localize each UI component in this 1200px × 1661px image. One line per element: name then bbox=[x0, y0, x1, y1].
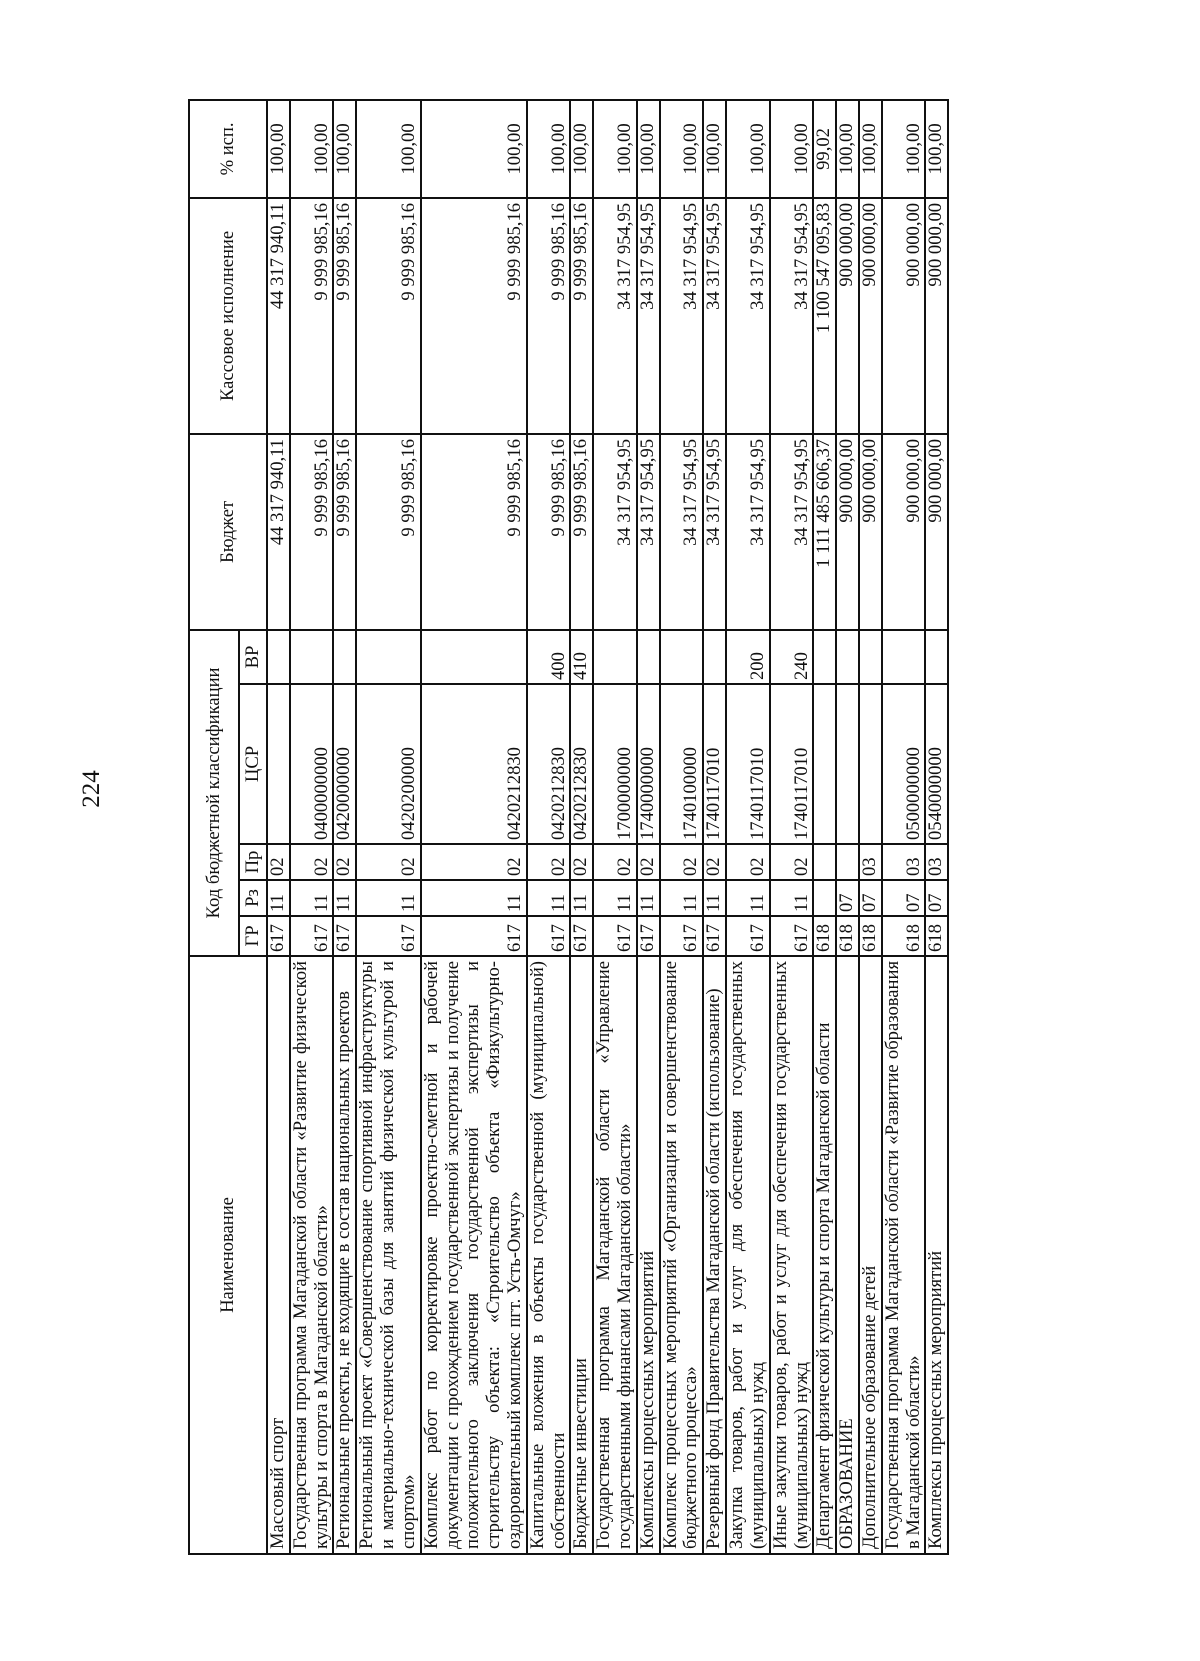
row-rz: 11 bbox=[637, 880, 660, 916]
header-name: Наименование bbox=[189, 956, 267, 1554]
row-pr: 02 bbox=[703, 844, 726, 880]
row-vr bbox=[290, 630, 334, 684]
header-cash: Кассовое исполнение bbox=[189, 198, 267, 434]
row-cash: 34 317 954,95 bbox=[770, 198, 814, 434]
row-budget: 1 111 485 606,37 bbox=[813, 434, 836, 630]
table-header bbox=[189, 100, 267, 1554]
row-cash: 900 000,00 bbox=[925, 198, 948, 434]
row-rz: 11 bbox=[570, 880, 593, 916]
row-csr: 0540000000 bbox=[925, 684, 948, 844]
table-row bbox=[527, 100, 571, 1554]
row-pct: 100,00 bbox=[356, 100, 420, 198]
row-budget: 9 999 985,16 bbox=[570, 434, 593, 630]
row-pr: 02 bbox=[770, 844, 814, 880]
row-name: Бюджетные инвестиции bbox=[570, 956, 593, 1554]
header-rz: Рз bbox=[239, 880, 267, 916]
row-gr: 617 bbox=[593, 916, 637, 956]
row-rz: 11 bbox=[333, 880, 356, 916]
header-pct: % исп. bbox=[189, 100, 267, 198]
row-vr: 240 bbox=[770, 630, 814, 684]
row-gr: 617 bbox=[726, 916, 770, 956]
row-rz: 11 bbox=[527, 880, 571, 916]
row-pct: 100,00 bbox=[421, 100, 527, 198]
row-budget: 9 999 985,16 bbox=[290, 434, 334, 630]
table-row bbox=[726, 100, 770, 1554]
row-pct: 100,00 bbox=[290, 100, 334, 198]
row-csr: 0420200000 bbox=[356, 684, 420, 844]
row-rz bbox=[813, 880, 836, 916]
row-rz: 11 bbox=[593, 880, 637, 916]
table-row bbox=[770, 100, 814, 1554]
header-pr: Пр bbox=[239, 844, 267, 880]
row-vr bbox=[421, 630, 527, 684]
row-rz: 11 bbox=[356, 880, 420, 916]
row-csr: 1740117010 bbox=[703, 684, 726, 844]
row-pct: 100,00 bbox=[267, 100, 290, 198]
row-gr: 618 bbox=[882, 916, 926, 956]
row-vr bbox=[660, 630, 704, 684]
row-rz: 07 bbox=[859, 880, 882, 916]
row-pr: 02 bbox=[267, 844, 290, 880]
row-vr bbox=[859, 630, 882, 684]
row-pr: 02 bbox=[570, 844, 593, 880]
row-vr bbox=[836, 630, 859, 684]
row-budget: 34 317 954,95 bbox=[770, 434, 814, 630]
row-cash: 34 317 954,95 bbox=[593, 198, 637, 434]
row-vr: 400 bbox=[527, 630, 571, 684]
row-pr: 02 bbox=[333, 844, 356, 880]
row-csr: 0420000000 bbox=[333, 684, 356, 844]
table-row bbox=[813, 100, 836, 1554]
row-rz: 11 bbox=[703, 880, 726, 916]
table-row bbox=[882, 100, 926, 1554]
row-gr: 618 bbox=[859, 916, 882, 956]
row-budget: 900 000,00 bbox=[925, 434, 948, 630]
row-gr: 617 bbox=[527, 916, 571, 956]
row-pct: 100,00 bbox=[527, 100, 571, 198]
row-pct: 100,00 bbox=[882, 100, 926, 198]
table-body bbox=[267, 100, 948, 1554]
row-rz: 07 bbox=[836, 880, 859, 916]
row-gr: 617 bbox=[770, 916, 814, 956]
row-rz: 11 bbox=[660, 880, 704, 916]
row-gr: 617 bbox=[333, 916, 356, 956]
row-gr: 617 bbox=[660, 916, 704, 956]
row-gr: 617 bbox=[267, 916, 290, 956]
row-csr bbox=[836, 684, 859, 844]
row-gr: 617 bbox=[570, 916, 593, 956]
row-name: Массовый спорт bbox=[267, 956, 290, 1554]
row-name: Комплекс процессных мероприятий «Организация и совершенствование бюджетного процесса» bbox=[660, 956, 704, 1554]
row-cash: 900 000,00 bbox=[859, 198, 882, 434]
table-row bbox=[593, 100, 637, 1554]
row-cash: 900 000,00 bbox=[882, 198, 926, 434]
row-pct: 100,00 bbox=[333, 100, 356, 198]
row-gr: 617 bbox=[421, 916, 527, 956]
row-vr bbox=[333, 630, 356, 684]
row-name: Капитальные вложения в объекты государственной (муниципальной) собственности bbox=[527, 956, 571, 1554]
table-row bbox=[925, 100, 948, 1554]
row-cash: 34 317 954,95 bbox=[660, 198, 704, 434]
row-rz: 11 bbox=[770, 880, 814, 916]
row-rz: 11 bbox=[290, 880, 334, 916]
row-cash: 9 999 985,16 bbox=[421, 198, 527, 434]
row-pr: 03 bbox=[859, 844, 882, 880]
row-gr: 617 bbox=[637, 916, 660, 956]
row-pr: 02 bbox=[356, 844, 420, 880]
table-row bbox=[637, 100, 660, 1554]
table-row bbox=[421, 100, 527, 1554]
row-budget: 9 999 985,16 bbox=[333, 434, 356, 630]
row-csr: 1740100000 bbox=[660, 684, 704, 844]
row-pct: 100,00 bbox=[570, 100, 593, 198]
header-csr: ЦСР bbox=[239, 684, 267, 844]
row-csr: 1740117010 bbox=[726, 684, 770, 844]
row-gr: 618 bbox=[813, 916, 836, 956]
row-vr bbox=[593, 630, 637, 684]
row-budget: 44 317 940,11 bbox=[267, 434, 290, 630]
row-pct: 100,00 bbox=[836, 100, 859, 198]
page-number: 224 bbox=[78, 770, 105, 808]
row-pr bbox=[836, 844, 859, 880]
row-csr: 1740000000 bbox=[637, 684, 660, 844]
row-name: Департамент физической культуры и спорта Магаданской области bbox=[813, 956, 836, 1554]
row-name: Государственная программа Магаданской области «Управление государственными финансами Магаданской области» bbox=[593, 956, 637, 1554]
row-budget: 34 317 954,95 bbox=[726, 434, 770, 630]
row-pct: 100,00 bbox=[859, 100, 882, 198]
row-pr: 02 bbox=[660, 844, 704, 880]
row-name: Комплексы процессных мероприятий bbox=[637, 956, 660, 1554]
row-pr: 02 bbox=[726, 844, 770, 880]
row-csr: 0400000000 bbox=[290, 684, 334, 844]
table-row bbox=[267, 100, 290, 1554]
row-budget: 900 000,00 bbox=[882, 434, 926, 630]
row-budget: 900 000,00 bbox=[836, 434, 859, 630]
row-cash: 34 317 954,95 bbox=[726, 198, 770, 434]
row-cash: 9 999 985,16 bbox=[356, 198, 420, 434]
row-cash: 44 317 940,11 bbox=[267, 198, 290, 434]
row-pct: 100,00 bbox=[593, 100, 637, 198]
row-name: Дополнительное образование детей bbox=[859, 956, 882, 1554]
row-name: Резервный фонд Правительства Магаданской области (использование) bbox=[703, 956, 726, 1554]
row-cash: 9 999 985,16 bbox=[333, 198, 356, 434]
row-pr: 03 bbox=[882, 844, 926, 880]
row-csr bbox=[859, 684, 882, 844]
row-csr: 1700000000 bbox=[593, 684, 637, 844]
row-vr bbox=[813, 630, 836, 684]
row-vr bbox=[267, 630, 290, 684]
table-row bbox=[356, 100, 420, 1554]
row-budget: 9 999 985,16 bbox=[527, 434, 571, 630]
table-row bbox=[836, 100, 859, 1554]
row-pr: 02 bbox=[290, 844, 334, 880]
row-pr: 02 bbox=[527, 844, 571, 880]
row-name: Комплекс работ по корректировке проектно-сметной и рабочей документации с прохождением государственной экспертизы и получение положительного заключения государственной экспертизы и строительству объекта: «Строительство объекта «Физкультурно-оздоровительный комплекс пгт. Усть-Омчуг» bbox=[421, 956, 527, 1554]
row-gr: 618 bbox=[836, 916, 859, 956]
row-rz: 07 bbox=[925, 880, 948, 916]
row-pr: 02 bbox=[593, 844, 637, 880]
row-name: Государственная программа Магаданской области «Развитие образования в Магаданской области» bbox=[882, 956, 926, 1554]
row-csr: 0420212830 bbox=[570, 684, 593, 844]
row-name: Комплексы процессных мероприятий bbox=[925, 956, 948, 1554]
table-row bbox=[660, 100, 704, 1554]
row-pr bbox=[813, 844, 836, 880]
row-csr: 0420212830 bbox=[527, 684, 571, 844]
row-budget: 900 000,00 bbox=[859, 434, 882, 630]
row-vr bbox=[925, 630, 948, 684]
header-code-group: Код бюджетной классификации bbox=[189, 630, 239, 956]
row-gr: 617 bbox=[703, 916, 726, 956]
rotated-table-container bbox=[188, 101, 1188, 1555]
row-cash: 9 999 985,16 bbox=[570, 198, 593, 434]
table-row bbox=[859, 100, 882, 1554]
row-pct: 100,00 bbox=[770, 100, 814, 198]
row-name: Региональный проект «Совершенствование спортивной инфраструктуры и материально-технической базы для занятий физической культурой и спортом» bbox=[356, 956, 420, 1554]
table-row bbox=[333, 100, 356, 1554]
row-csr bbox=[813, 684, 836, 844]
budget-execution-table bbox=[188, 99, 949, 1555]
row-budget: 9 999 985,16 bbox=[421, 434, 527, 630]
row-name: Региональные проекты, не входящие в состав национальных проектов bbox=[333, 956, 356, 1554]
row-name: Закупка товаров, работ и услуг для обеспечения государственных (муниципальных) нужд bbox=[726, 956, 770, 1554]
row-vr: 410 bbox=[570, 630, 593, 684]
row-budget: 34 317 954,95 bbox=[703, 434, 726, 630]
row-cash: 9 999 985,16 bbox=[527, 198, 571, 434]
row-gr: 617 bbox=[356, 916, 420, 956]
row-pct: 100,00 bbox=[637, 100, 660, 198]
row-budget: 34 317 954,95 bbox=[637, 434, 660, 630]
row-pr: 02 bbox=[637, 844, 660, 880]
row-vr bbox=[637, 630, 660, 684]
row-pct: 100,00 bbox=[726, 100, 770, 198]
row-name: Государственная программа Магаданской области «Развитие физической культуры и спорта в Магаданской области» bbox=[290, 956, 334, 1554]
row-rz: 11 bbox=[267, 880, 290, 916]
row-vr: 200 bbox=[726, 630, 770, 684]
row-budget: 9 999 985,16 bbox=[356, 434, 420, 630]
table-row bbox=[570, 100, 593, 1554]
header-budget: Бюджет bbox=[189, 434, 267, 630]
row-pct: 100,00 bbox=[703, 100, 726, 198]
row-vr bbox=[882, 630, 926, 684]
row-csr: 1740117010 bbox=[770, 684, 814, 844]
row-pct: 100,00 bbox=[660, 100, 704, 198]
row-pr: 03 bbox=[925, 844, 948, 880]
row-budget: 34 317 954,95 bbox=[593, 434, 637, 630]
row-pct: 100,00 bbox=[925, 100, 948, 198]
row-csr: 0420212830 bbox=[421, 684, 527, 844]
row-pr: 02 bbox=[421, 844, 527, 880]
row-csr: 0500000000 bbox=[882, 684, 926, 844]
row-csr bbox=[267, 684, 290, 844]
row-cash: 34 317 954,95 bbox=[637, 198, 660, 434]
row-gr: 617 bbox=[290, 916, 334, 956]
row-name: Иные закупки товаров, работ и услуг для обеспечения государственных (муниципальных) нужд bbox=[770, 956, 814, 1554]
row-rz: 11 bbox=[726, 880, 770, 916]
row-pct: 99,02 bbox=[813, 100, 836, 198]
table-row bbox=[290, 100, 334, 1554]
row-cash: 1 100 547 095,83 bbox=[813, 198, 836, 434]
row-name: ОБРАЗОВАНИЕ bbox=[836, 956, 859, 1554]
row-cash: 9 999 985,16 bbox=[290, 198, 334, 434]
row-cash: 900 000,00 bbox=[836, 198, 859, 434]
row-vr bbox=[703, 630, 726, 684]
row-gr: 618 bbox=[925, 916, 948, 956]
row-budget: 34 317 954,95 bbox=[660, 434, 704, 630]
header-vr: ВР bbox=[239, 630, 267, 684]
row-vr bbox=[356, 630, 420, 684]
row-rz: 07 bbox=[882, 880, 926, 916]
row-rz: 11 bbox=[421, 880, 527, 916]
header-gr: ГР bbox=[239, 916, 267, 956]
row-cash: 34 317 954,95 bbox=[703, 198, 726, 434]
table-row bbox=[703, 100, 726, 1554]
